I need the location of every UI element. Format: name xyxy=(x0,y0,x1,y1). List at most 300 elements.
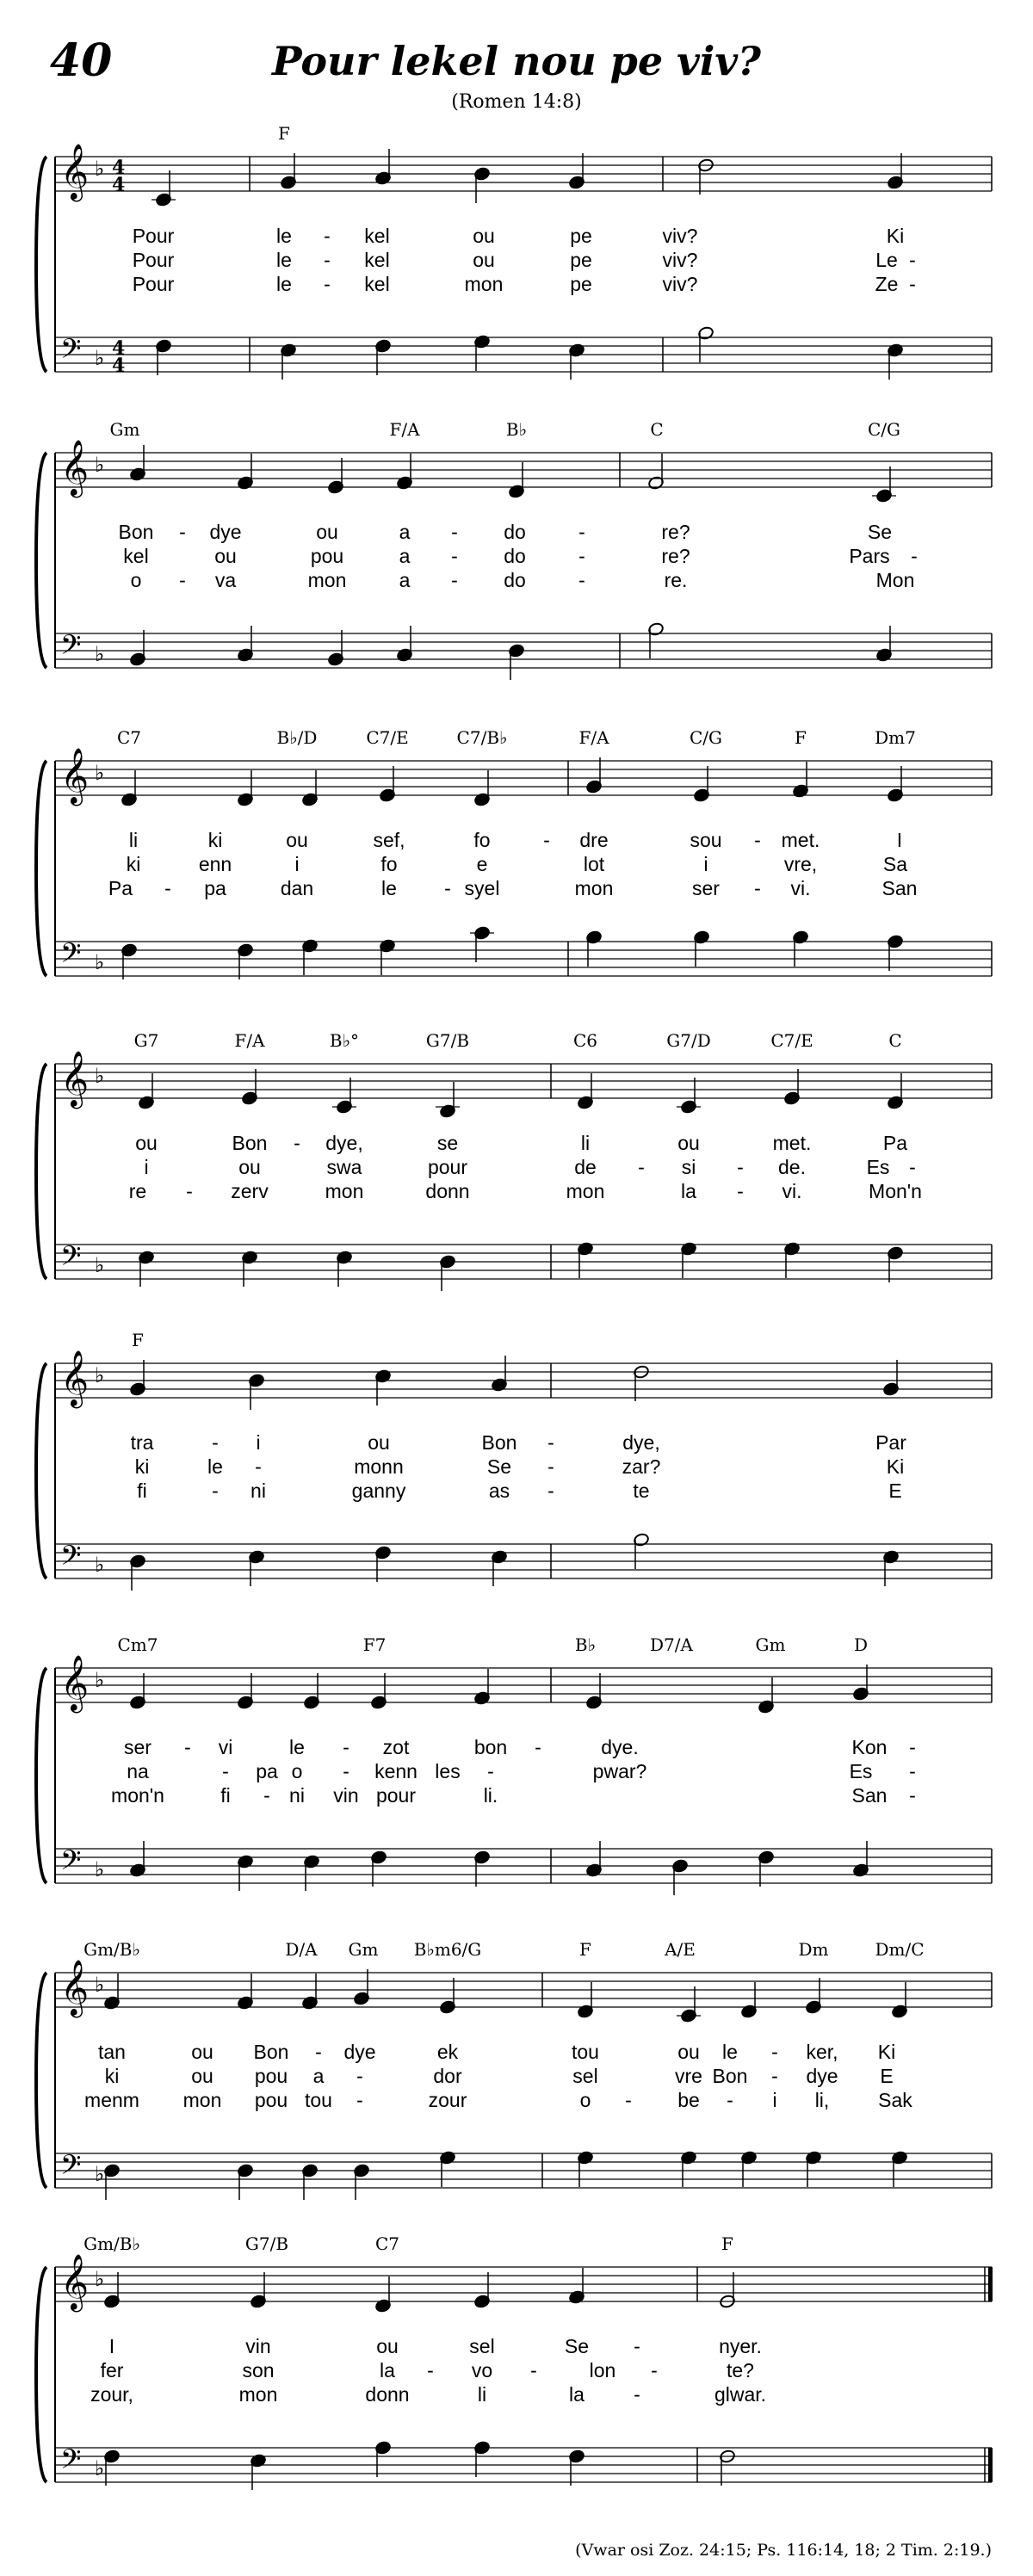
lyric-syllable: dre xyxy=(579,829,609,851)
lyric-syllable: Ki xyxy=(886,1455,905,1478)
lyric-syllable: syel xyxy=(464,877,500,899)
lyric-syllable: mon xyxy=(574,877,614,899)
chord-symbol: F xyxy=(721,2233,733,2254)
scripture-reference: (Romen 14:8) xyxy=(451,91,582,113)
chord-symbol: Dm/C xyxy=(875,1939,925,1960)
lyric-syllable: vin xyxy=(333,1784,359,1807)
lyric-hyphen: - xyxy=(547,1431,554,1454)
lyric-syllable: re? xyxy=(661,545,690,567)
lyric-syllable: fi xyxy=(220,1784,231,1807)
lyric-syllable: sou xyxy=(690,829,722,851)
lyric-syllable: Sak xyxy=(878,2089,912,2111)
lyric-syllable: ser xyxy=(124,1736,152,1758)
lyric-syllable: re xyxy=(128,1180,147,1202)
lyric-syllable: lot xyxy=(583,853,605,875)
lyric-hyphen: - xyxy=(737,1156,744,1178)
lyric-syllable: ki xyxy=(104,2065,120,2087)
chord-symbol: F/A xyxy=(234,1030,265,1051)
lyric-syllable: vin xyxy=(245,2335,271,2357)
lyric-hyphen: - xyxy=(263,1784,270,1807)
bass-clef-icon: 𝄢 xyxy=(60,937,82,975)
system xyxy=(36,2233,993,2490)
lyric-syllable: te? xyxy=(727,2359,754,2381)
lyric-hyphen: - xyxy=(771,2041,778,2063)
lyric-syllable: Pa xyxy=(108,877,133,899)
lyric-syllable: nyer. xyxy=(719,2335,762,2357)
lyric-hyphen: - xyxy=(324,273,331,295)
lyric-hyphen: - xyxy=(343,1736,349,1758)
lyric-syllable: Ki xyxy=(886,225,905,247)
lyric-syllable: le xyxy=(276,249,292,271)
lyric-syllable: ou xyxy=(677,1132,700,1154)
lyric-syllable: le xyxy=(276,273,292,295)
treble-clef-icon: 𝄞 xyxy=(60,1051,90,1107)
chord-symbol: C xyxy=(888,1030,902,1051)
lyric-syllable: ou xyxy=(473,249,495,271)
lyric-syllable: fer xyxy=(100,2359,124,2381)
lyric-syllable: glwar. xyxy=(714,2383,767,2406)
chord-symbol: C/G xyxy=(689,727,723,748)
chord-symbol: C6 xyxy=(572,1030,598,1051)
lyric-syllable: Kon xyxy=(851,1736,888,1758)
lyric-hyphen: - xyxy=(578,545,585,567)
lyric-syllable: dye. xyxy=(601,1736,639,1758)
lyric-syllable: sef, xyxy=(373,829,405,851)
lyric-syllable: met. xyxy=(772,1132,812,1154)
lyric-syllable: Bon xyxy=(712,2065,748,2087)
lyric-syllable: bon xyxy=(473,1736,508,1758)
chord-symbol: G7 xyxy=(133,1030,159,1051)
time-signature: 4 xyxy=(112,355,126,377)
chord-symbol: C7/E xyxy=(770,1030,813,1051)
system-brace xyxy=(36,157,46,372)
lyric-syllable: i xyxy=(256,1431,261,1454)
system xyxy=(36,1634,992,1895)
lyric-syllable: pa xyxy=(204,877,226,899)
lyric-hyphen: - xyxy=(909,1736,916,1758)
lyric-syllable: ker, xyxy=(806,2041,838,2063)
system xyxy=(36,1030,992,1291)
lyric-hyphen: - xyxy=(487,1760,494,1782)
lyric-syllable: vo xyxy=(471,2359,493,2381)
lyric-syllable: li xyxy=(477,2383,487,2406)
treble-clef-icon: 𝄞 xyxy=(60,1960,90,2016)
lyric-syllable: as xyxy=(488,1480,510,1502)
treble-clef-icon: 𝄞 xyxy=(60,144,90,200)
lyric-syllable: ou xyxy=(368,1431,390,1454)
lyric-syllable: a xyxy=(312,2065,325,2087)
lyric-syllable: vre, xyxy=(783,853,818,875)
lyric-syllable: Bon xyxy=(481,1431,517,1454)
lyric-syllable: le xyxy=(276,225,292,247)
chord-symbol: A/E xyxy=(665,1939,696,1960)
treble-clef-icon: 𝄞 xyxy=(60,1655,90,1711)
final-bar-line xyxy=(988,2267,993,2301)
time-signature: 4 xyxy=(112,174,126,196)
lyric-syllable: de xyxy=(574,1156,597,1178)
lyric-syllable: re? xyxy=(661,521,690,543)
lyric-hyphen: - xyxy=(343,1760,349,1782)
bass-clef-icon: 𝄢 xyxy=(60,629,82,667)
system-brace xyxy=(36,453,46,668)
lyric-hyphen: - xyxy=(754,877,761,899)
lyric-syllable: li, xyxy=(814,2089,830,2111)
lyric-syllable: dan xyxy=(280,877,314,899)
lyric-syllable: Bon xyxy=(253,2041,289,2063)
lyric-syllable: mon xyxy=(307,569,347,591)
system-brace xyxy=(36,1668,46,1883)
lyric-hyphen: - xyxy=(543,829,550,851)
chord-symbol: C xyxy=(650,419,664,440)
lyric-syllable: Pour xyxy=(132,249,175,271)
lyric-syllable: le xyxy=(207,1455,223,1478)
lyric-hyphen: - xyxy=(578,521,585,543)
lyric-hyphen: - xyxy=(651,2359,658,2381)
lyric-hyphen: - xyxy=(451,545,458,567)
lyric-syllable: mon xyxy=(325,1180,364,1202)
lyric-syllable: mon xyxy=(566,1180,605,1202)
lyric-hyphen: - xyxy=(164,877,171,899)
lyric-syllable: de. xyxy=(778,1156,806,1178)
lyric-syllable: i xyxy=(703,853,708,875)
lyric-syllable: pwar? xyxy=(592,1760,647,1782)
lyric-syllable: le xyxy=(289,1736,305,1758)
lyric-syllable: Sa xyxy=(882,853,908,875)
treble-clef-icon: 𝄞 xyxy=(60,440,90,496)
system xyxy=(36,1939,992,2200)
lyric-hyphen: - xyxy=(222,1760,229,1782)
lyric-hyphen: - xyxy=(179,569,186,591)
time-signature: 4 xyxy=(112,337,126,360)
lyric-hyphen: - xyxy=(294,1132,300,1154)
lyric-hyphen: - xyxy=(444,877,451,899)
lyric-hyphen: - xyxy=(535,1736,541,1758)
lyric-hyphen: - xyxy=(356,2065,363,2087)
lyric-syllable: tra xyxy=(130,1431,154,1454)
lyric-syllable: mon'n xyxy=(111,1784,164,1807)
lyric-syllable: donn xyxy=(425,1180,470,1202)
lyric-syllable: Es xyxy=(866,1156,890,1178)
lyric-syllable: kenn xyxy=(374,1760,418,1782)
lyric-syllable: be xyxy=(677,2089,700,2111)
chord-symbol: Gm xyxy=(109,419,140,440)
lyric-syllable: viv? xyxy=(662,225,698,247)
system-brace xyxy=(36,761,46,976)
lyric-syllable: vi xyxy=(218,1736,233,1758)
chord-symbol: F7 xyxy=(362,1634,387,1655)
lyric-syllable: re. xyxy=(664,569,688,591)
lyric-hyphen: - xyxy=(737,1180,744,1202)
lyric-syllable: pa xyxy=(256,1760,278,1782)
lyric-syllable: fo xyxy=(473,829,491,851)
lyric-syllable: zour xyxy=(428,2089,467,2111)
chord-symbol: G7/B xyxy=(244,2233,289,2254)
chord-symbol: F/A xyxy=(578,727,609,748)
lyric-syllable: viv? xyxy=(662,249,698,271)
lyric-syllable: pour xyxy=(375,1784,417,1807)
lyric-hyphen: - xyxy=(179,521,186,543)
flat-icon: ♭ xyxy=(95,453,105,477)
system xyxy=(36,123,992,380)
chord-symbol: D7/A xyxy=(650,1634,693,1655)
chord-symbol: F xyxy=(579,1939,591,1960)
lyric-syllable: se xyxy=(436,1132,459,1154)
treble-clef-icon: 𝄞 xyxy=(60,748,90,804)
flat-icon: ♭ xyxy=(95,1857,105,1881)
chord-symbol: B♭/D xyxy=(276,727,318,748)
lyric-syllable: li xyxy=(580,1132,591,1154)
lyric-syllable: pe xyxy=(570,273,592,295)
lyric-hyphen: - xyxy=(909,1784,916,1807)
chord-symbol: F xyxy=(132,1330,144,1350)
lyric-hyphen: - xyxy=(212,1431,219,1454)
lyric-syllable: mon xyxy=(238,2383,278,2406)
system xyxy=(36,1330,992,1591)
lyric-hyphen: - xyxy=(186,1180,193,1202)
lyric-syllable: Mon'n xyxy=(869,1180,922,1202)
lyric-syllable: sel xyxy=(572,2065,598,2087)
chord-symbol: C7 xyxy=(116,727,142,748)
lyric-syllable: le xyxy=(381,877,397,899)
chord-symbol: Gm xyxy=(348,1939,379,1960)
lyric-syllable: zar? xyxy=(622,1455,661,1478)
chord-symbol: B♭ xyxy=(574,1634,597,1655)
chord-symbol: C7/B♭ xyxy=(456,727,508,748)
lyric-syllable: li xyxy=(128,829,139,851)
lyric-syllable: enn xyxy=(198,853,232,875)
lyric-syllable: tan xyxy=(98,2041,126,2063)
lyric-syllable: Pars xyxy=(849,545,890,567)
flat-icon: ♭ xyxy=(95,1973,105,1997)
lyric-syllable: la xyxy=(569,2383,585,2406)
lyric-syllable: I xyxy=(896,829,903,851)
system-brace xyxy=(36,1363,46,1578)
lyric-syllable: ou xyxy=(191,2041,213,2063)
lyric-syllable: monn xyxy=(354,1455,404,1478)
lyric-hyphen: - xyxy=(324,225,331,247)
lyric-syllable: ser xyxy=(692,877,720,899)
chord-symbol: B♭m6/G xyxy=(413,1939,482,1960)
lyric-syllable: lon xyxy=(589,2359,616,2381)
chord-symbol: F xyxy=(795,727,807,748)
lyric-syllable: la xyxy=(380,2359,395,2381)
lyric-syllable: do xyxy=(504,521,526,543)
flat-icon: ♭ xyxy=(95,1553,105,1577)
score-systems xyxy=(36,123,993,2490)
lyric-syllable: ni xyxy=(289,1784,305,1807)
chord-symbol: Dm7 xyxy=(875,727,916,748)
lyric-syllable: Pa xyxy=(882,1132,908,1154)
lyric-syllable: i xyxy=(772,2089,777,2111)
bass-clef-icon: 𝄢 xyxy=(60,2149,82,2187)
lyric-syllable: la xyxy=(681,1180,696,1202)
lyric-hyphen: - xyxy=(451,569,458,591)
hymn-number: 40 xyxy=(50,34,113,87)
lyric-syllable: i xyxy=(144,1156,149,1178)
lyric-hyphen: - xyxy=(909,1156,916,1178)
chord-symbol: B♭ xyxy=(505,419,528,440)
lyric-syllable: viv? xyxy=(662,273,698,295)
lyric-syllable: ki xyxy=(207,829,223,851)
flat-icon: ♭ xyxy=(95,2267,105,2291)
time-signature: 4 xyxy=(112,157,126,179)
chord-symbol: G7/B xyxy=(425,1030,470,1051)
treble-clef-icon: 𝄞 xyxy=(60,2254,90,2310)
lyric-hyphen: - xyxy=(909,249,916,271)
lyric-syllable: kel xyxy=(123,545,149,567)
lyric-syllable: ou xyxy=(286,829,308,851)
lyric-hyphen: - xyxy=(212,1480,219,1502)
lyric-hyphen: - xyxy=(754,829,761,851)
lyric-syllable: menm xyxy=(84,2089,139,2111)
lyric-hyphen: - xyxy=(909,1760,916,1782)
lyric-syllable: ou xyxy=(135,1132,158,1154)
system xyxy=(36,727,992,979)
lyric-syllable: ou xyxy=(316,521,338,543)
treble-clef-icon: 𝄞 xyxy=(60,1350,90,1406)
lyric-syllable: ou xyxy=(214,545,237,567)
lyric-hyphen: - xyxy=(771,2065,778,2087)
lyric-syllable: mon xyxy=(182,2089,222,2111)
lyric-syllable: E xyxy=(888,1480,902,1502)
lyric-syllable: pou xyxy=(254,2089,288,2111)
lyric-syllable: ou xyxy=(191,2065,213,2087)
lyric-syllable: donn xyxy=(365,2383,410,2406)
lyric-hyphen: - xyxy=(356,2089,363,2111)
lyric-syllable: do xyxy=(504,545,526,567)
lyric-syllable: o xyxy=(130,569,142,591)
lyric-syllable: zot xyxy=(382,1736,410,1758)
lyric-hyphen: - xyxy=(451,521,458,543)
chord-symbol: Dm xyxy=(798,1939,829,1960)
system xyxy=(36,419,992,680)
lyric-syllable: kel xyxy=(364,249,390,271)
lyric-syllable: e xyxy=(476,853,488,875)
chord-symbol: C7/E xyxy=(366,727,409,748)
lyric-syllable: ek xyxy=(436,2041,459,2063)
lyric-syllable: tou xyxy=(572,2041,599,2063)
chord-symbol: C7 xyxy=(374,2233,400,2254)
flat-icon: ♭ xyxy=(95,346,105,370)
lyric-syllable: vi. xyxy=(782,1180,802,1202)
lyric-hyphen: - xyxy=(427,2359,434,2381)
lyric-syllable: tou xyxy=(305,2089,332,2111)
lyric-syllable: li. xyxy=(483,1784,498,1807)
lyric-syllable: sel xyxy=(469,2335,495,2357)
flat-icon: ♭ xyxy=(95,157,105,181)
chord-symbol: F/A xyxy=(389,419,420,440)
flat-icon: ♭ xyxy=(95,1253,105,1277)
lyric-syllable: les xyxy=(435,1760,461,1782)
lyric-syllable: Bon xyxy=(232,1132,268,1154)
lyric-syllable: Se xyxy=(564,2335,590,2357)
lyric-syllable: dye xyxy=(209,521,242,543)
lyric-syllable: i xyxy=(294,853,300,875)
chord-symbol: Gm xyxy=(755,1634,786,1655)
bass-clef-icon: 𝄢 xyxy=(60,2443,82,2481)
lyric-syllable: E xyxy=(880,2065,894,2087)
flat-icon: ♭ xyxy=(95,1363,105,1387)
footnote: (Vwar osi Zoz. 24:15; Ps. 116:14, 18; 2 Tim. 2:19.) xyxy=(575,2541,992,2560)
lyric-syllable: zour, xyxy=(90,2383,133,2406)
lyric-hyphen: - xyxy=(530,2359,537,2381)
lyric-syllable: dye, xyxy=(622,1431,660,1454)
lyric-syllable: ganny xyxy=(351,1480,406,1502)
flat-icon: ♭ xyxy=(95,761,105,785)
lyric-syllable: vre xyxy=(675,2065,702,2087)
lyric-syllable: ou xyxy=(238,1156,261,1178)
lyric-syllable: dor xyxy=(433,2065,462,2087)
lyric-syllable: dye xyxy=(806,2065,838,2087)
bass-clef-icon: 𝄢 xyxy=(60,1844,82,1882)
chord-symbol: C/G xyxy=(867,419,901,440)
lyric-syllable: a xyxy=(399,545,411,567)
chord-symbol: D xyxy=(853,1634,869,1655)
lyric-syllable: pe xyxy=(570,249,592,271)
lyric-syllable: si xyxy=(681,1156,696,1178)
lyric-syllable: o xyxy=(291,1760,303,1782)
lyric-syllable: ki xyxy=(126,853,141,875)
lyric-hyphen: - xyxy=(625,2089,632,2111)
lyric-syllable: do xyxy=(504,569,526,591)
lyric-syllable: Par xyxy=(875,1431,906,1454)
lyric-hyphen: - xyxy=(727,2089,733,2111)
lyric-syllable: Es xyxy=(849,1760,873,1782)
bass-clef-icon: 𝄢 xyxy=(60,333,82,371)
lyric-hyphen: - xyxy=(547,1480,554,1502)
flat-icon: ♭ xyxy=(95,642,105,666)
hymn-title: Pour lekel nou pe viv? xyxy=(271,38,761,84)
lyric-syllable: Ze xyxy=(875,273,899,295)
lyric-syllable: zerv xyxy=(231,1180,269,1202)
bass-clef-icon: 𝄢 xyxy=(60,1540,82,1578)
lyric-syllable: pou xyxy=(310,545,344,567)
lyric-syllable: a xyxy=(399,569,411,591)
chord-symbol: Gm/B♭ xyxy=(84,1939,140,1960)
lyric-syllable: fi xyxy=(137,1480,147,1502)
system-brace xyxy=(36,1064,46,1279)
chord-symbol: F xyxy=(278,123,290,144)
lyric-syllable: Pour xyxy=(132,225,175,247)
lyric-hyphen: - xyxy=(324,249,331,271)
flat-icon: ♭ xyxy=(95,2456,105,2480)
lyric-syllable: dye, xyxy=(325,1132,363,1154)
lyric-syllable: o xyxy=(579,2089,591,2111)
flat-icon: ♭ xyxy=(95,1668,105,1692)
lyric-syllable: le xyxy=(722,2041,738,2063)
lyric-syllable: ou xyxy=(473,225,495,247)
lyric-syllable: va xyxy=(214,569,237,591)
lyric-syllable: son xyxy=(242,2359,275,2381)
lyric-syllable: kel xyxy=(364,225,390,247)
lyric-syllable: na xyxy=(127,1760,149,1782)
system-brace xyxy=(36,2267,46,2482)
lyric-syllable: San xyxy=(881,877,918,899)
lyric-syllable: vi. xyxy=(790,877,811,899)
lyric-hyphen: - xyxy=(255,1455,262,1478)
lyric-syllable: kel xyxy=(364,273,390,295)
chord-symbol: Cm7 xyxy=(117,1634,158,1655)
chord-symbol: Gm/B♭ xyxy=(84,2233,140,2254)
lyric-hyphen: - xyxy=(909,273,916,295)
lyric-syllable: Le xyxy=(875,249,898,271)
lyric-syllable: mon xyxy=(464,273,504,295)
lyric-syllable: Mon xyxy=(875,569,915,591)
lyric-syllable: pou xyxy=(254,2065,288,2087)
lyric-syllable: pe xyxy=(570,225,592,247)
bass-clef-icon: 𝄢 xyxy=(60,1240,82,1278)
final-bar-line xyxy=(988,2448,993,2482)
